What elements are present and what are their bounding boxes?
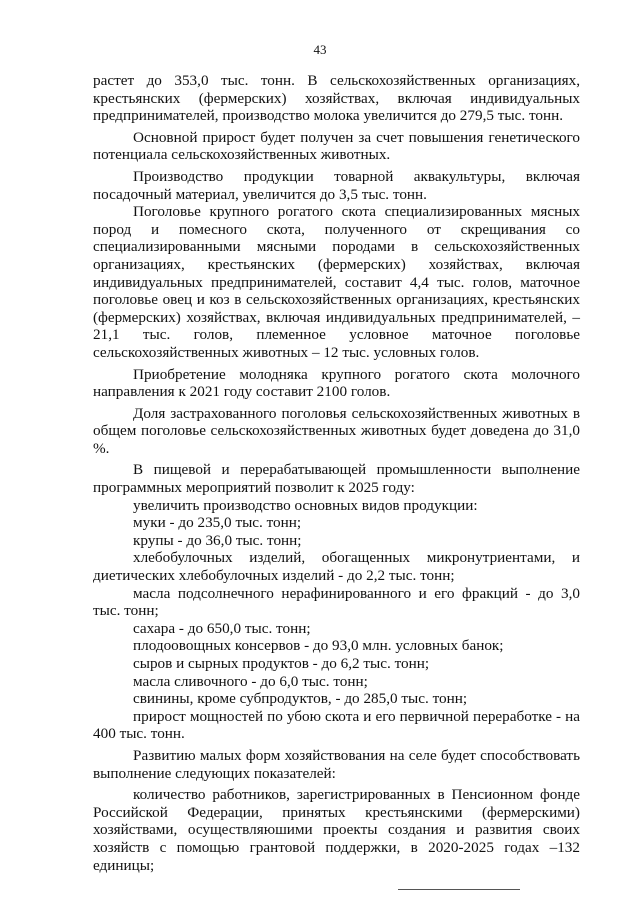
list-item-flour: муки - до 235,0 тыс. тонн; xyxy=(133,514,302,532)
footer-divider xyxy=(398,889,520,890)
list-item-production-intro: увеличить производство основных видов продукции: xyxy=(133,496,478,514)
paragraph-food-industry: В пищевой и перерабатывающей промышленности выполнение программных мероприятий позволит к 2025 году: xyxy=(93,461,580,497)
list-item-pork: свинины, кроме субпродуктов, - до 285,0 тыс. тонн; xyxy=(133,690,468,708)
list-item-slaughter-capacity: прирост мощностей по убою скота и его первичной переработке - на 400 тыс. тонн. xyxy=(93,707,580,743)
paragraph-milk-production: растет до 353,0 тыс. тонн. В сельскохозяйственных организациях, крестьянских (фермерских) хозяйствах, включая индивидуальных предпринимателей, производство молока увеличится до 279,5 тыс. тонн. xyxy=(93,72,580,125)
page-number: 43 xyxy=(313,42,327,57)
list-item-sunflower-oil: масла подсолнечного нерафинированного и его фракций - до 3,0 тыс. тонн; xyxy=(93,584,580,620)
paragraph-young-cattle: Приобретение молодняка крупного рогатого скота молочного направления к 2021 году составит 2100 голов. xyxy=(93,365,580,401)
paragraph-aquaculture: Производство продукции товарной аквакультуры, включая посадочный материал, увеличится до 3,5 тыс. тонн. xyxy=(93,167,580,203)
paragraph-small-farms: Развитию малых форм хозяйствования на селе будет способствовать выполнение следующих показателей: xyxy=(93,746,580,782)
list-item-cheese: сыров и сырных продуктов - до 6,2 тыс. тонн; xyxy=(133,655,430,672)
document-body xyxy=(93,72,580,874)
list-item-canned-goods: плодоовощных консервов - до 93,0 млн. условных банок; xyxy=(133,637,504,655)
paragraph-insured-livestock: Доля застрахованного поголовья сельскохозяйственных животных в общем поголовье сельскохозяйственных животных будет доведена до 31,0 %. xyxy=(93,404,580,457)
paragraph-livestock-herd: Поголовье крупного рогатого скота специализированных мясных пород и помесного скота, полученного от скрещивания со специализированными мясными породами в сельскохозяйственных организациях, крестьянских (фермерских) хозяйствах, включая индивидуальных предпринимателей, составит 4,4 тыс. голов, маточное поголовье овец и коз в сельскохозяйственных организациях, крестьянских (фермерских) хозяйствах, включая индивидуальных предпринимателей, – 21,1 тыс. голов, племенное условное маточное поголовье сельскохозяйственных животных – 12 тыс. условных голов. xyxy=(93,203,580,361)
paragraph-workers-count: количество работников, зарегистрированных в Пенсионном фонде Российской Федерации, принятых крестьянскими (фермерскими) хозяйствами, осуществляюшими проекты создания и развития своих хозяйств с помощью грантовой поддержки, в 2020-2025 годах –132 единицы; xyxy=(93,786,580,874)
list-item-butter: масла сливочного - до 6,0 тыс. тонн; xyxy=(133,672,368,690)
list-item-sugar: сахара - до 650,0 тыс. тонн; xyxy=(133,619,311,637)
list-item-cereals: крупы - до 36,0 тыс. тонн; xyxy=(133,531,302,549)
list-item-bakery: хлебобулочных изделий, обогащенных микронутриентами, и диетических хлебобулочных изделий - до 2,2 тыс. тонн; xyxy=(93,549,580,585)
paragraph-genetic-potential: Основной прирост будет получен за счет повышения генетического потенциала сельскохозяйственных животных. xyxy=(93,128,580,164)
